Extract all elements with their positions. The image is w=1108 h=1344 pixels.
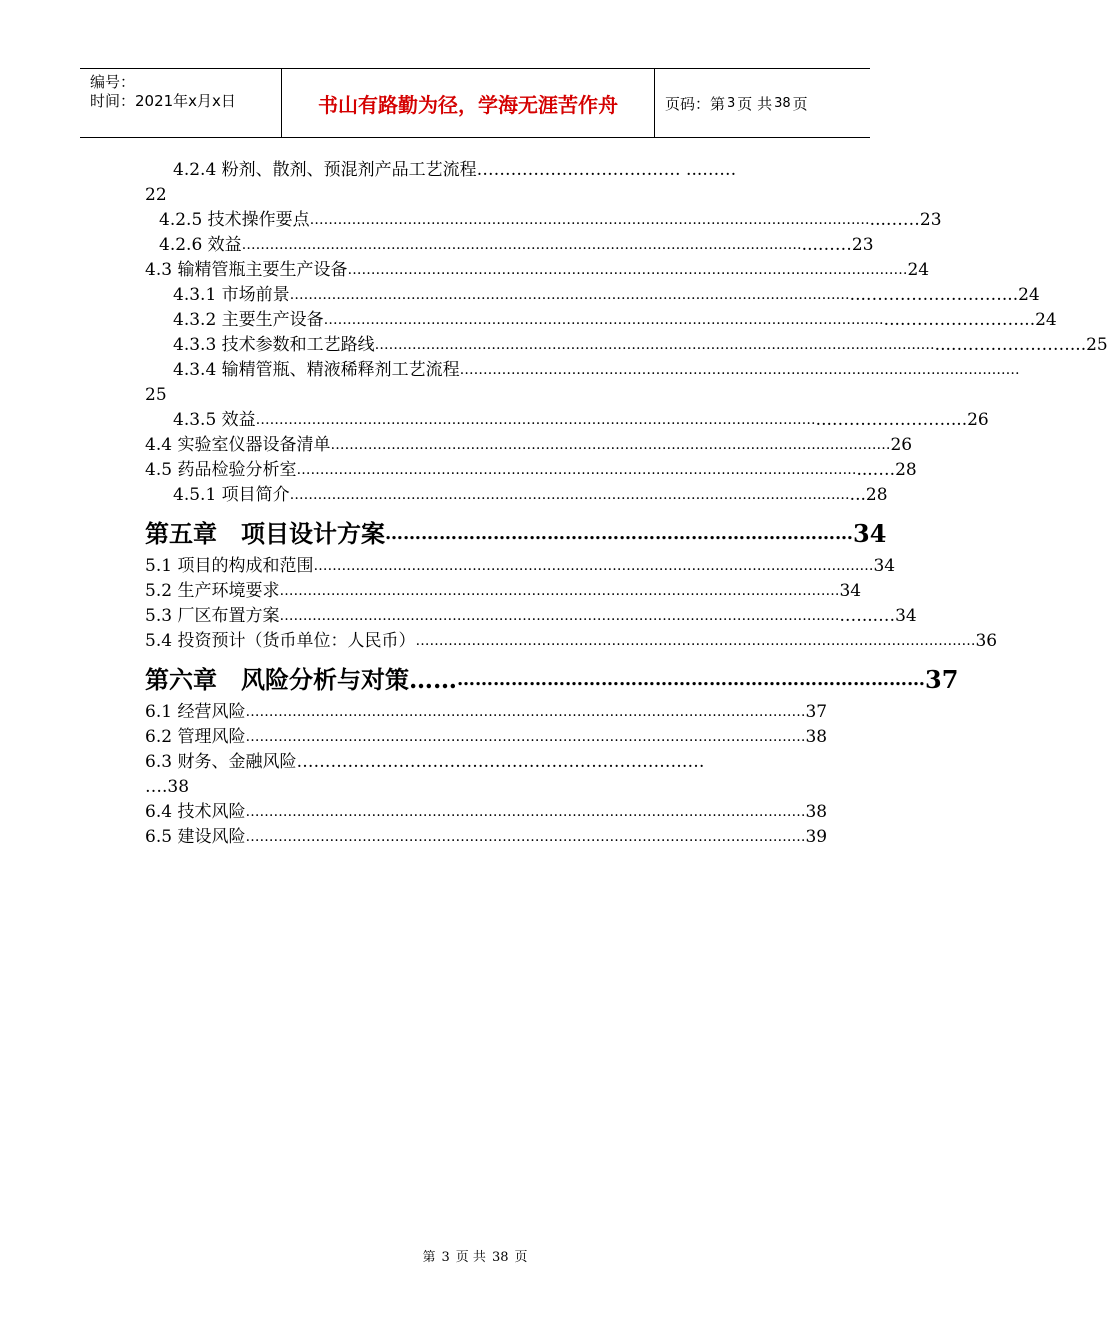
- leader-dots: …………………………………………………………………………………………………………: [374, 337, 935, 353]
- toc-page: 37: [805, 702, 828, 722]
- toc-page: ...……………………...24: [849, 285, 1040, 305]
- leader-dots: …………………………………………………………………………………………………………: [279, 608, 840, 624]
- leader-dots: …………………………………………………………………………………………………………: [245, 804, 806, 820]
- leader-dots: …………………………………………………………………………………………………………: [296, 462, 857, 478]
- toc-title: 4.5.1 项目简介: [173, 485, 290, 505]
- toc-entry-4-3-4-page: 25: [145, 385, 167, 405]
- toc-entry-4-3-1[interactable]: [145, 283, 1040, 308]
- toc-entry-4-5[interactable]: [145, 458, 917, 483]
- footer-mid: 页 共: [455, 1250, 486, 1265]
- toc-page: ...……23: [869, 210, 942, 230]
- leader-dots: …………………………………………………………………………………………………………: [347, 262, 908, 278]
- chapter-page: 37: [925, 665, 959, 694]
- toc-entry-6-4[interactable]: [145, 800, 828, 825]
- toc-entry-6-2[interactable]: [145, 725, 828, 750]
- toc-page: 26: [890, 435, 913, 455]
- toc-page: ...…………………...25: [934, 335, 1108, 355]
- page-suffix: 页: [792, 94, 808, 113]
- toc-page: .…...…34: [839, 606, 917, 626]
- page-footer: [0, 1246, 950, 1265]
- toc-entry-4-3[interactable]: [145, 258, 930, 283]
- toc-title: 4.2.6 效益: [159, 235, 242, 255]
- toc-title: 4.3.4 输精管瓶、精液稀释剂工艺流程: [173, 360, 460, 380]
- leader-dots: …………………………………………………………………………………………………………: [330, 437, 891, 453]
- page-number: 3: [727, 95, 736, 111]
- toc-page: ...28: [849, 485, 888, 505]
- table-of-contents: [145, 158, 1108, 850]
- header-page-info: [655, 69, 870, 137]
- toc-page: 24: [907, 260, 930, 280]
- footer-page-number: 3: [441, 1250, 450, 1265]
- toc-chapter-6[interactable]: [145, 654, 959, 700]
- toc-page: ...…………………...26: [815, 410, 989, 430]
- leader-dots: …………………………………………………………………………………………………………: [415, 633, 976, 649]
- toc-title: 4.3.1 市场前景: [173, 285, 290, 305]
- code-label: 编号：: [90, 73, 136, 91]
- leader-dots: …………………………………………………………………………………………………………: [323, 312, 884, 328]
- leader-dots: …………………………………………………………………………………………………………: [241, 237, 802, 253]
- leader-dots: …………………………………………………………………………………………………………: [279, 583, 840, 599]
- leader-dots: …………………………………………………………………………………………………………: [289, 487, 850, 503]
- toc-page: 39: [805, 827, 828, 847]
- toc-title: 6.2 管理风险: [145, 727, 246, 747]
- leader-dots: …………………………………………………………………………………………………………: [245, 704, 806, 720]
- toc-title: 4.4 实验室仪器设备清单: [145, 435, 331, 455]
- toc-entry-5-2[interactable]: [145, 579, 862, 604]
- leader-dots: …………………………………………………………………………………………………………: [459, 362, 1020, 378]
- toc-entry-4-2-4[interactable]: 4.2.4 粉剂、散剂、预混剂产品工艺流程……………………………… ...……: [173, 160, 737, 180]
- page-prefix: 页码：第: [665, 94, 726, 113]
- toc-title: 5.2 生产环境要求: [145, 581, 280, 601]
- toc-entry-4-3-5[interactable]: [145, 408, 989, 433]
- toc-entry-5-1[interactable]: [145, 554, 896, 579]
- toc-page: ...….28: [856, 460, 917, 480]
- chapter-page: 34: [853, 519, 887, 548]
- toc-title: 4.3.5 效益: [173, 410, 256, 430]
- time-label: 时间：2021年x月x日: [90, 92, 236, 110]
- toc-page: 34: [839, 581, 862, 601]
- page-total: 38: [774, 95, 791, 111]
- leader-dots: ……………………………………………………………………: [385, 523, 853, 544]
- toc-entry-5-3[interactable]: [145, 604, 917, 629]
- toc-title: 4.3 输精管瓶主要生产设备: [145, 260, 348, 280]
- leader-dots: …………………………………………………………………………………………………………: [255, 412, 816, 428]
- footer-suffix: 页: [514, 1250, 528, 1265]
- chapter-title: 第五章 项目设计方案: [145, 519, 385, 548]
- toc-page: 36: [975, 631, 998, 651]
- toc-entry-6-3[interactable]: 6.3 财务、金融风险………………………………………………………………: [145, 752, 705, 772]
- toc-title: 4.5 药品检验分析室: [145, 460, 297, 480]
- toc-entry-4-3-4[interactable]: [145, 358, 1020, 383]
- chapter-title: 第六章 风险分析与对策……: [145, 665, 457, 694]
- toc-entry-4-2-6[interactable]: [145, 233, 874, 258]
- toc-title: 5.4 投资预计（货币单位：人民币）: [145, 631, 416, 651]
- header-motto: 书山有路勤为径，学海无涯苦作舟: [282, 69, 655, 137]
- footer-page-total: 38: [491, 1250, 509, 1265]
- toc-chapter-5[interactable]: [145, 508, 887, 554]
- toc-entry-6-3-page: ….38: [145, 777, 190, 797]
- toc-title: 6.4 技术风险: [145, 802, 246, 822]
- toc-page: ...…………………...24: [883, 310, 1057, 330]
- page-header: [80, 68, 870, 138]
- toc-entry-6-1[interactable]: [145, 700, 828, 725]
- toc-title: 4.3.2 主要生产设备: [173, 310, 324, 330]
- leader-dots: …………………………………………………………………………………………………………: [289, 287, 850, 303]
- toc-entry-4-3-2[interactable]: [145, 308, 1057, 333]
- toc-page: 34: [873, 556, 896, 576]
- leader-dots: …………………………………………………………………………………………………………: [245, 729, 806, 745]
- toc-entry-4-3-3[interactable]: [145, 333, 1108, 358]
- toc-title: 5.1 项目的构成和范围: [145, 556, 314, 576]
- toc-title: 6.5 建设风险: [145, 827, 246, 847]
- toc-entry-4-2-4-page: 22: [145, 185, 167, 205]
- leader-dots: …………………………………………………………………………………………………………: [309, 212, 870, 228]
- toc-title: 4.2.5 技术操作要点: [159, 210, 310, 230]
- toc-title: 4.3.3 技术参数和工艺路线: [173, 335, 375, 355]
- toc-entry-4-5-1[interactable]: [145, 483, 888, 508]
- leader-dots: …………………………………………………………………………………………………………: [313, 558, 874, 574]
- toc-page: ...……23: [801, 235, 874, 255]
- toc-page: 38: [805, 802, 828, 822]
- toc-title: 5.3 厂区布置方案: [145, 606, 280, 626]
- toc-entry-5-4[interactable]: [145, 629, 998, 654]
- header-meta: [80, 69, 282, 137]
- toc-entry-4-4[interactable]: [145, 433, 913, 458]
- page-mid: 页 共: [737, 94, 773, 113]
- toc-entry-6-5[interactable]: [145, 825, 828, 850]
- toc-title: 6.1 经营风险: [145, 702, 246, 722]
- leader-dots: …………………………………………………………………………………………………………: [245, 829, 806, 845]
- toc-entry-4-2-5[interactable]: [145, 208, 942, 233]
- footer-prefix: 第: [422, 1250, 436, 1265]
- leader-dots: ……………………………………………………………………: [457, 669, 925, 690]
- toc-page: 38: [805, 727, 828, 747]
